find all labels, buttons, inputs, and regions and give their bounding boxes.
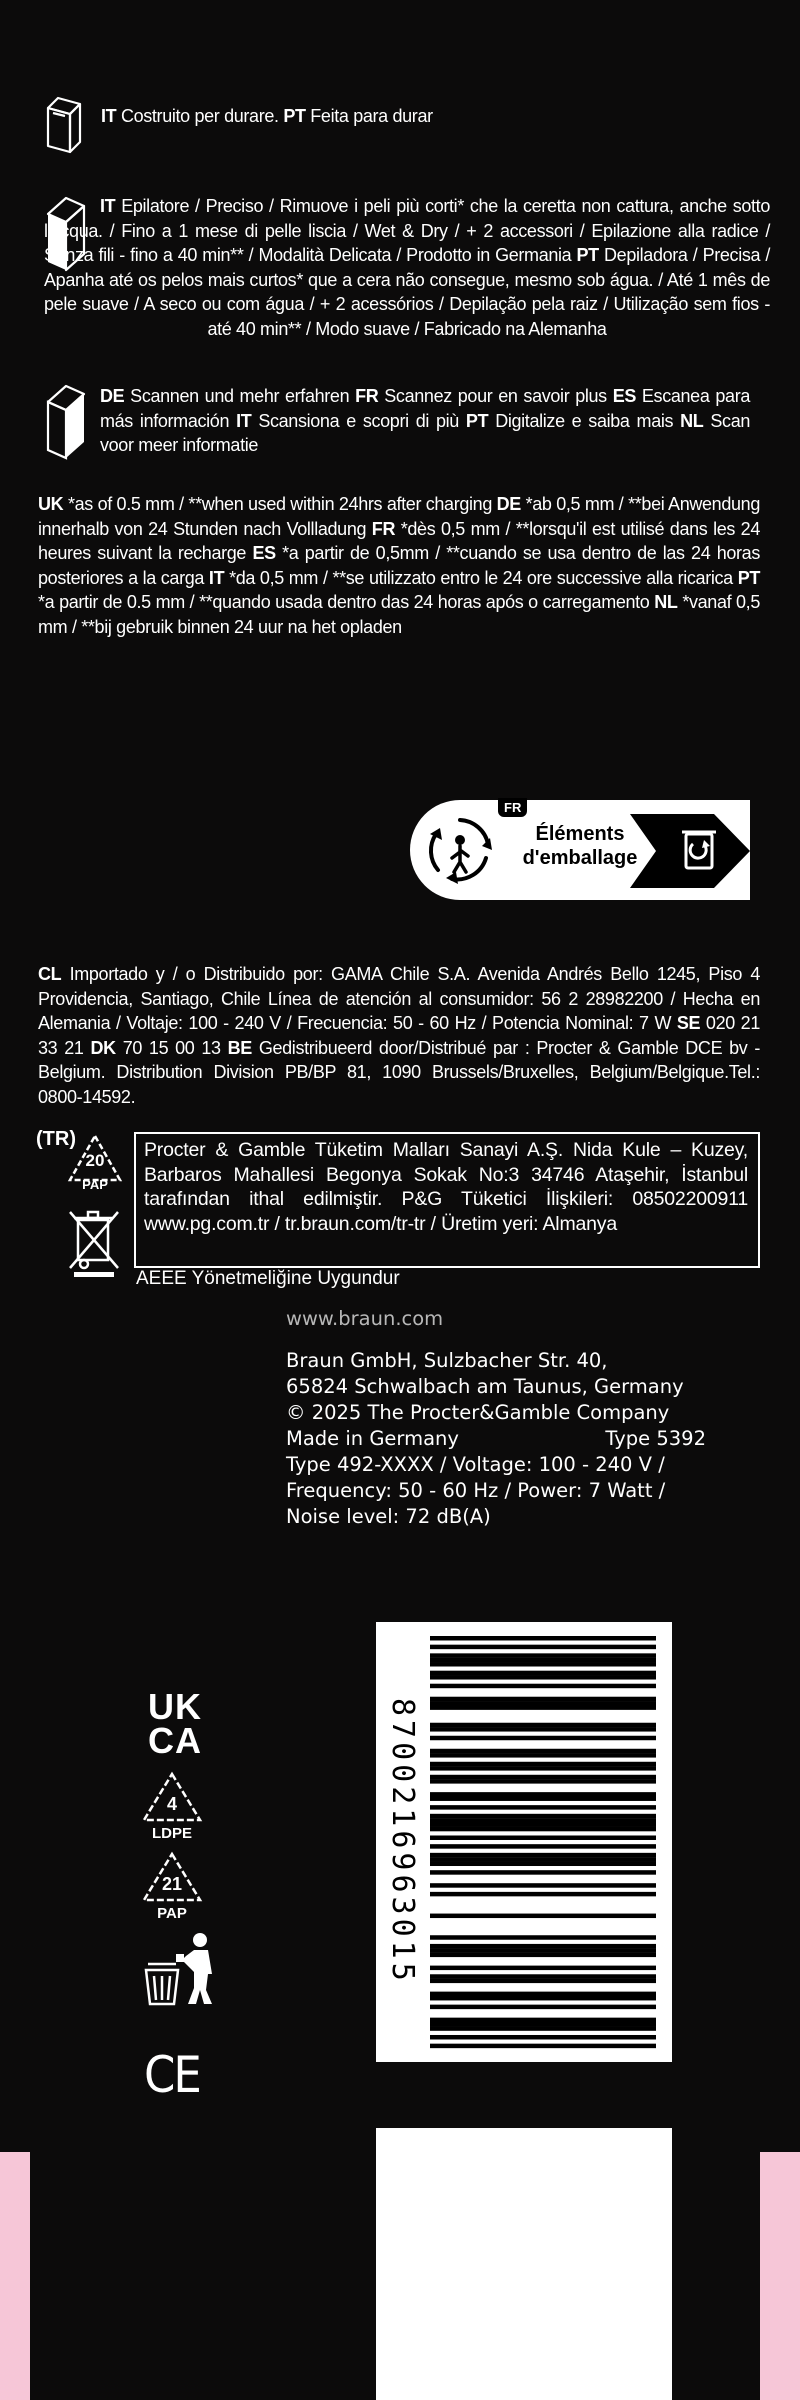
ldpe-recycling-icon [140, 1770, 204, 1840]
footnote-fr: *dès 0,5 mm / **lorsqu'il est utilisé dans les 24 heures suivant la recharge [38, 518, 760, 563]
barcode-bar [430, 2044, 656, 2048]
lang-code-fr: FR [355, 386, 379, 406]
braun-url: www.braun.com [286, 1307, 444, 1330]
barcode-bar [430, 1775, 656, 1779]
durability-it: Costruito per durare. [116, 106, 284, 126]
barcode-bar [430, 1827, 656, 1831]
barcode-bar [430, 1753, 656, 1757]
barcode-bar [430, 1857, 656, 1861]
pap-20-label: PAP [82, 1177, 108, 1190]
footnote-uk: *as of 0.5 mm / **when used within 24hrs after charging [63, 494, 497, 514]
barcode-bar [430, 1671, 656, 1675]
pap-21-label: PAP [157, 1905, 187, 1922]
barcode-bar [430, 1636, 656, 1640]
aeee-compliance-text: AEEE Yönetmeliğine Uygundur [136, 1268, 400, 1289]
turkey-code: (TR) [36, 1128, 76, 1150]
triman-icon [422, 812, 498, 888]
features-text [44, 194, 770, 341]
scan-es: Escanea para más información [100, 386, 750, 431]
features-it: Epilatore / Preciso / Rimuove i peli più corti* che la ceretta non cattura, anche sotto l'acqua. / Fino a 1 mese di pelle liscia / Wet & Dry / + 2 accessori / Epilazione alla radice / Senza fili - fino a 40 min** / Modalità Delicata / Prodotto in Germania [44, 196, 770, 265]
durability-text [101, 104, 701, 129]
barcode-bar [430, 1996, 656, 2000]
lang-code-it: IT [100, 196, 116, 216]
ukca-mark [148, 1686, 202, 1761]
barcode-bars [376, 1622, 672, 2062]
barcode-bar [430, 1796, 656, 1800]
white-panel [376, 2128, 672, 2400]
lang-code-es: ES [252, 543, 276, 563]
epr-category-label [510, 822, 650, 870]
product-box-scan-icon [44, 380, 88, 462]
barcode-bar [430, 1853, 656, 1857]
barcode-bar [430, 2018, 656, 2022]
barcode-bar [430, 1862, 656, 1866]
manufacturer-info [286, 1306, 746, 1530]
braun-address-line2: 65824 Schwalbach am Taunus, Germany [286, 1375, 684, 1398]
barcode-bar [430, 1944, 656, 1948]
lang-code-it: IT [236, 410, 252, 431]
footnote-pt: *a partir de 0.5 mm / **quando usada dentro das 24 horas após o carregamento [38, 592, 655, 612]
lang-code-it: IT [101, 106, 117, 126]
type-voltage-line: Type 492-XXXX / Voltage: 100 - 240 V / [286, 1453, 665, 1476]
barcode-bar [430, 1701, 656, 1705]
pap-20-icon [66, 1132, 124, 1190]
made-in: Made in Germany [286, 1427, 459, 1450]
ldpe-number: 4 [166, 1794, 178, 1814]
barcode-bar [430, 1892, 656, 1896]
product-barcode [376, 1622, 672, 2062]
cube-outline-icon [44, 94, 84, 156]
type-number: Type 5392 [605, 1427, 706, 1450]
barcode-bar [430, 1766, 656, 1770]
lang-code-dk: DK [90, 1037, 116, 1058]
barcode-bar [430, 1705, 656, 1709]
pap-21-number: 21 [161, 1874, 183, 1894]
epr-label-line2: d'emballage [522, 847, 638, 869]
scan-de: Scannen und mehr erfahren [124, 386, 356, 406]
barcode-bar [430, 1697, 656, 1701]
barcode-bar [430, 1762, 656, 1766]
barcode-bar [430, 1645, 656, 1649]
lang-code-be: BE [227, 1037, 252, 1058]
turkey-importer-text: Procter & Gamble Tüketim Malları Sanayi A.Ş. Nida Kule – Kuzey, Barbaros Mahallesi Begonya Sokak No:3 34746 Ataşehir, İstanbul tarafından ithal edilmiştir. P&G Tüketici İlişkileri: 08502200911 www.pg.com.tr / tr.braun.com/tr-tr / Üretim yeri: Almanya [144, 1139, 748, 1235]
barcode-bar [430, 1814, 656, 1818]
scan-it: Scansiona e scopri di più [251, 410, 466, 431]
tidyman-litter-icon [142, 1930, 224, 2006]
lang-code-pt: PT [465, 410, 489, 431]
barcode-bar [430, 2026, 656, 2030]
turkey-importer-box [134, 1132, 760, 1268]
barcode-bar [430, 1684, 656, 1688]
lang-code-pt: PT [737, 567, 760, 588]
lang-code-cl: CL [38, 964, 62, 984]
distributor-dk: 70 15 00 13 [115, 1037, 228, 1058]
lang-code-pt: PT [576, 245, 599, 265]
barcode-bar [430, 1727, 656, 1731]
barcode-bar [430, 2005, 656, 2009]
durability-pt: Feita para durar [305, 106, 433, 126]
lang-code-nl: NL [680, 410, 704, 431]
scan-text [100, 384, 750, 458]
barcode-bar [430, 1822, 656, 1826]
lang-code-se: SE [676, 1013, 701, 1033]
noise-level-line: Noise level: 72 dB(A) [286, 1505, 491, 1528]
barcode-bar [430, 1723, 656, 1727]
barcode-bar [430, 1870, 656, 1874]
epr-country-tag: FR [498, 798, 527, 817]
barcode-bar [430, 1662, 656, 1666]
lang-code-es: ES [612, 386, 637, 406]
barcode-bar [430, 1818, 656, 1822]
barcode-bar [430, 1805, 656, 1809]
barcode-bar [430, 1935, 656, 1939]
distributor-be: Gedistribueerd door/Distribué par : Procter & Gamble DCE bv - Belgium. Distribution Division PB/BP 81, 1090 Brussels/Bruxelles, Belgium/Belgique.Tel.: 0800-14592. [38, 1037, 760, 1107]
features-pt: Depiladora / Precisa / Apanha até os pelos mais curtos* que a cera não consegue, mesmo sob água. / Até 1 mês de pele suave / A seco ou com água / + 2 acessórios / Depilação pela raiz / Utilização sem fios - até 40 min** / Modo suave / Fabricado na Alemanha [44, 245, 770, 339]
scan-nl: Scan voor meer informatie [100, 410, 751, 455]
braun-copyright: © 2025 The Procter&Gamble Company [286, 1401, 670, 1424]
barcode-bar [430, 1914, 656, 1918]
footnote-nl: *vanaf 0,5 mm / **bij gebruik binnen 24 uur na het opladen [38, 592, 760, 637]
distributor-se: 020 21 33 21 [38, 1013, 760, 1058]
barcode-bar [430, 1792, 656, 1796]
lang-code-de: DE [496, 494, 521, 514]
distributor-cl: Importado y / o Distribuido por: GAMA Chile S.A. Avenida Andrés Bello 1245, Piso 4 Providencia, Santiago, Chile Línea de atención al consumidor: 56 2 28982200 / Hecha en Alemania / Voltaje: 100 - 240 V / Frecuencia: 50 - 60 Hz / Potencia Nominal: 7 W [38, 964, 760, 1033]
barcode-bar [430, 2022, 656, 2026]
footnotes-text [38, 492, 760, 639]
braun-address-line1: Braun GmbH, Sulzbacher Str. 40, [286, 1349, 608, 1372]
ukca-top: UK [148, 1686, 202, 1727]
scan-pt: Digitalize e saiba mais [488, 410, 681, 431]
ce-mark: CE [144, 2046, 200, 2104]
made-in-row [286, 1426, 746, 1452]
barcode-bar [430, 1953, 656, 1957]
footnote-it: *da 0,5 mm / **se utilizzato entro le 24 ore successive alla ricarica [224, 567, 738, 588]
pap-20-number: 20 [85, 1151, 105, 1170]
sorting-bin-arrow [630, 814, 750, 888]
weee-crossed-bin-icon [66, 1206, 122, 1278]
barcode-bar [430, 1835, 656, 1839]
lang-code-nl: NL [654, 592, 678, 612]
ldpe-label: LDPE [151, 1825, 193, 1840]
barcode-bar [430, 1974, 656, 1978]
barcode-bar [430, 1779, 656, 1783]
lang-code-pt: PT [283, 106, 306, 126]
footnote-de: *ab 0,5 mm / **bei Anwendung innerhalb von 24 Stunden nach Vollladung [38, 494, 760, 539]
barcode-bar [430, 1653, 656, 1657]
barcode-bar [430, 1948, 656, 1952]
epr-label-line1: Éléments [535, 823, 625, 845]
barcode-bar [430, 1675, 656, 1679]
barcode-bar [430, 1883, 656, 1887]
frequency-power-line: Frequency: 50 - 60 Hz / Power: 7 Watt / [286, 1479, 666, 1502]
barcode-bar [430, 1844, 656, 1848]
pap-21-icon [140, 1850, 204, 1922]
lang-code-fr: FR [371, 518, 396, 539]
scan-fr: Scannez pour en savoir plus [378, 386, 613, 406]
barcode-digits: 8700216963015 [385, 1697, 420, 1985]
barcode-bar [430, 1979, 656, 1983]
lang-code-de: DE [100, 386, 125, 406]
lang-code-uk: UK [38, 494, 64, 514]
ukca-bottom: CA [148, 1720, 202, 1761]
lang-code-it: IT [208, 567, 225, 588]
barcode-bar [430, 1658, 656, 1662]
distributor-text [38, 962, 760, 1109]
barcode-bar [430, 1966, 656, 1970]
barcode-bar [430, 1749, 656, 1753]
barcode-bar [430, 1736, 656, 1740]
footnote-es: *a partir de 0,5mm / **cuando se usa dentro de las 24 horas posteriores a la carga [38, 543, 760, 588]
triman-recycling-label [410, 800, 750, 900]
barcode-bar [430, 1992, 656, 1996]
barcode-bar [430, 2035, 656, 2039]
